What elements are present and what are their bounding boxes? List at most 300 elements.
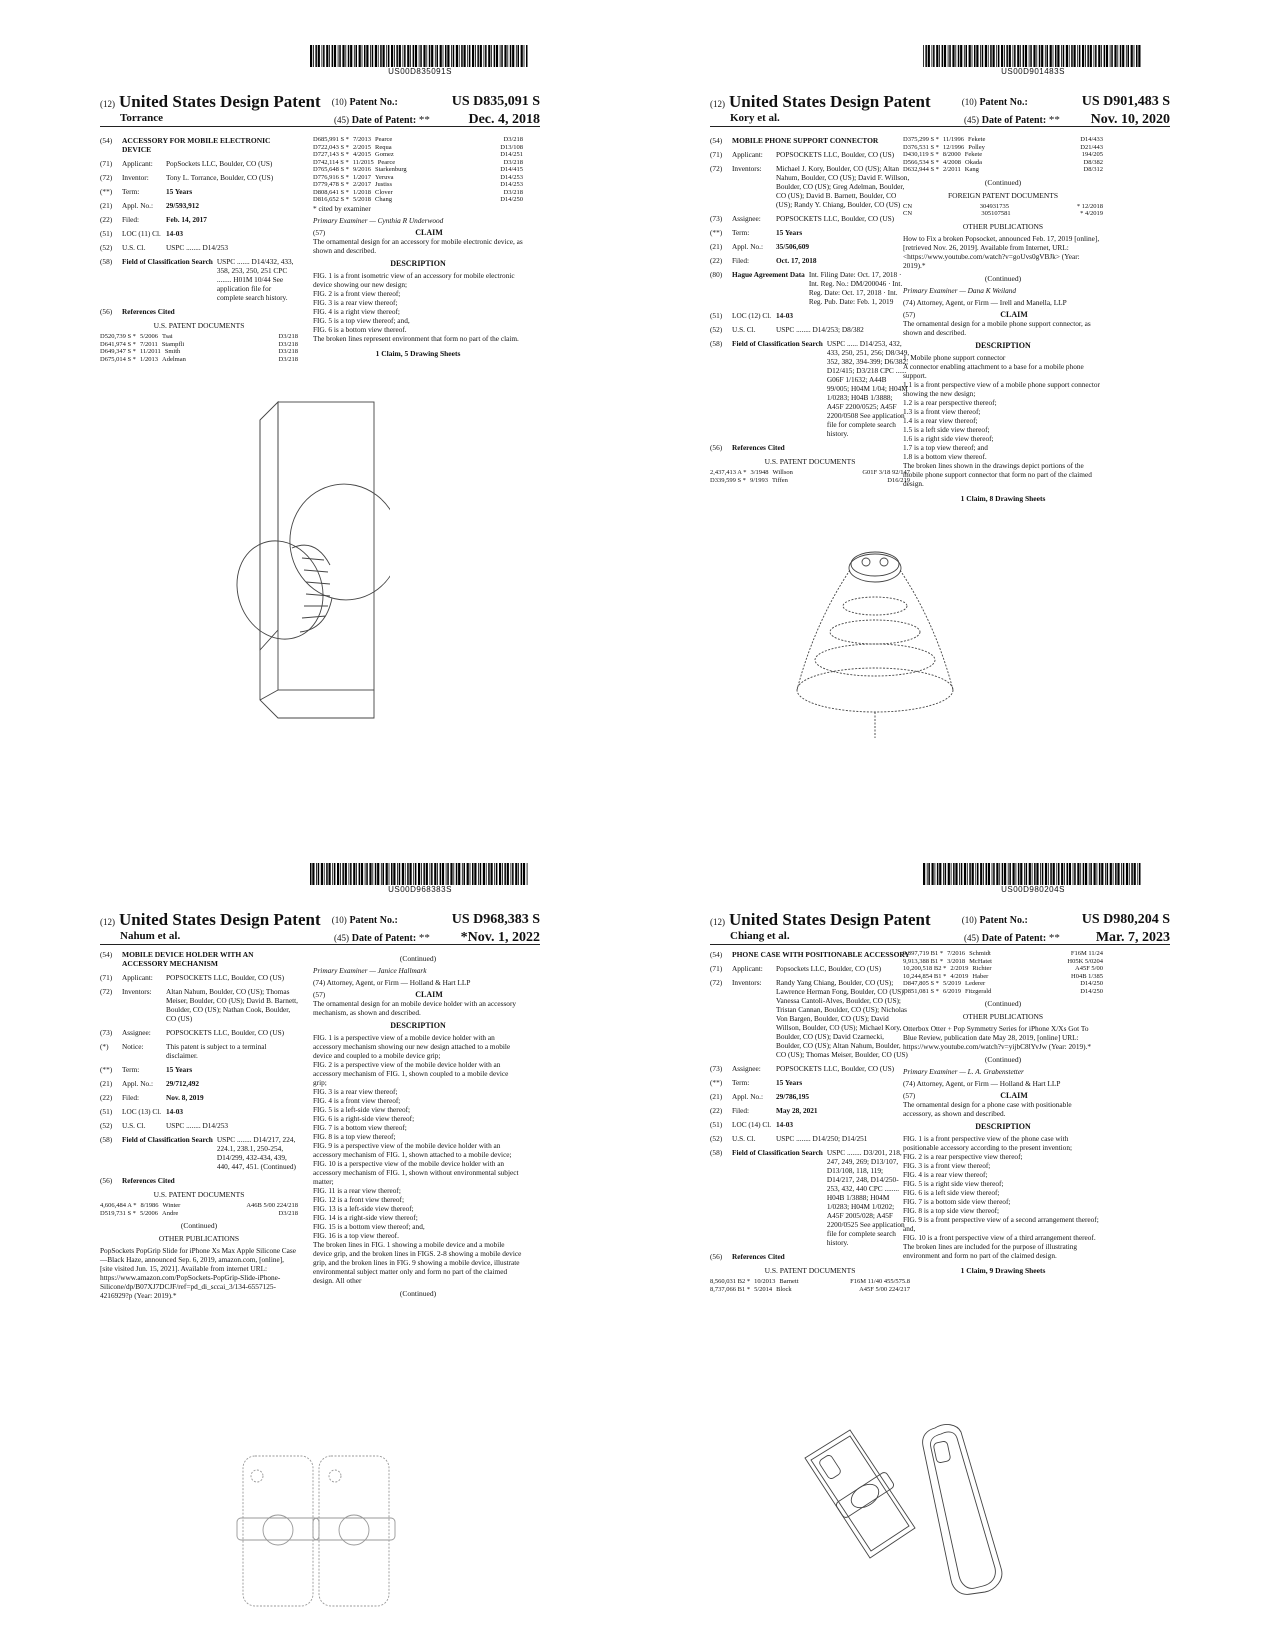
barcode-bar — [462, 863, 463, 885]
bib-field — [710, 311, 910, 320]
bib-field — [100, 1042, 298, 1060]
bib-field — [710, 950, 910, 959]
description-line: FIG. 5 is a top view thereof; and, — [313, 315, 410, 325]
barcode-bar — [1137, 863, 1138, 885]
field-code: (21) — [100, 1079, 113, 1088]
field-code: (22) — [710, 256, 723, 265]
barcode-bar — [516, 45, 517, 67]
field-label: Field of Classification Search — [122, 1135, 213, 1144]
barcode-bar — [1113, 863, 1114, 885]
barcode-bar — [927, 863, 928, 885]
barcode-bar — [948, 45, 949, 67]
field-code: (72) — [100, 173, 113, 182]
bib-field — [100, 1107, 298, 1116]
barcode-bar — [499, 863, 501, 885]
reference-no: D727,143 S * — [313, 151, 349, 158]
design-drawing-connector — [790, 540, 960, 740]
patent-number: US D980,204 S — [1081, 912, 1170, 927]
barcode-bar — [928, 863, 930, 885]
field-value: USPC ........ D14/253 — [166, 243, 229, 252]
barcode-bar — [1077, 863, 1079, 885]
bib-field — [100, 229, 298, 238]
field-code: (22) — [100, 1093, 113, 1102]
barcode-bar — [1126, 45, 1127, 67]
field-label: Field of Classification Search — [732, 339, 823, 348]
field-label: Appl. No.: — [122, 1079, 154, 1088]
barcode-bar — [494, 45, 496, 67]
reference-name: McHatet — [969, 957, 992, 965]
reference-date: 3/1948 — [750, 469, 769, 476]
barcode-bar — [431, 863, 433, 885]
barcode-bar — [937, 863, 939, 885]
bib-field — [710, 256, 910, 265]
barcode-bar — [332, 863, 333, 885]
barcode-bar — [437, 45, 439, 67]
left-column — [100, 950, 298, 1303]
description-line: FIG. 9 is a perspective view of the mobile device holder with an accessory mechanism of FIG. 1, shown attached to a mobile device; — [313, 1141, 512, 1159]
barcode-bar — [415, 45, 417, 67]
description-line: The broken lines represent environment that form no part of the claim. — [313, 333, 519, 343]
reference-cls: D13/108 — [500, 143, 523, 151]
barcode-bar — [504, 45, 506, 67]
barcode-bar — [1085, 863, 1087, 885]
reference-no: 8,737,066 B1 * — [710, 1285, 751, 1293]
description-line: FIG. 8 is a top side view thereof; — [903, 1206, 1000, 1215]
barcode-bar — [972, 863, 974, 885]
description-line: The broken lines in FIG. 1 showing a mobile device and a mobile device grip, and the broken lines in FIGS. 2-8 showing a mobile device grip, and the broken lines in FIG. 9 showing a mobile device, illustrate environmental subject matter only and form no part of the claimed design. All other — [313, 1240, 522, 1285]
barcode-bar — [507, 45, 508, 67]
foreign-row — [903, 203, 1103, 211]
barcode-bar — [484, 45, 485, 67]
bib-field — [100, 136, 298, 154]
barcode-bar — [1094, 863, 1096, 885]
description-line: FIG. 6 is a bottom view thereof. — [313, 324, 407, 334]
bib-fields — [710, 136, 913, 452]
barcode-bar — [1129, 863, 1130, 885]
barcode-bar — [967, 863, 968, 885]
description-line: FIG. 1 is a front isometric view of an accessory for mobile electronic device showing our new design; — [313, 270, 515, 289]
barcode-bar — [391, 863, 393, 885]
barcode-bar — [953, 863, 955, 885]
claim-text: The ornamental design for an mobile device holder with an accessory mechanism, as shown and described. — [313, 999, 517, 1017]
barcode-bar — [511, 863, 512, 885]
barcode-bar — [951, 863, 952, 885]
reference-date: 2/2015 — [352, 143, 371, 151]
barcode-bar — [332, 45, 334, 67]
reference-name: Pearce — [375, 136, 393, 143]
description-line: FIG. 1 is a perspective view of a mobile device holder with an accessory mechanism showing our new design attached to a mobile device and coupled to a mobile device grip; — [313, 1033, 511, 1060]
reference-row — [313, 174, 523, 182]
bib-field — [100, 1065, 298, 1074]
barcode-bar — [369, 863, 371, 885]
field-value: 15 Years — [166, 187, 193, 196]
reference-no: D566,534 S * — [903, 158, 939, 166]
barcode-bar — [464, 863, 466, 885]
barcode-bar — [1036, 45, 1037, 67]
barcode-bar — [399, 863, 401, 885]
description-line: FIG. 14 is a right-side view thereof; — [313, 1213, 418, 1222]
inventor-short: Chiang et al. — [730, 930, 790, 942]
barcode-bar — [426, 863, 428, 885]
bib-field — [100, 243, 298, 252]
barcode-bar — [350, 45, 352, 67]
barcode-bar — [923, 863, 925, 885]
barcode — [310, 863, 530, 893]
field-code: (73) — [710, 1064, 723, 1073]
barcode-bar — [1057, 45, 1059, 67]
field-code: (73) — [710, 214, 723, 223]
field-value: USPC ...... D14/253, 432, 433, 250, 251, 256; D8/349, 352, 382, 394-399; D6/382; D12/415; D3/218 CPC ...... G06F 1/1632; A44B 99/005; H04M 1/04; H04M 1/0283; H04B 1/3888; A45F 2200/0525; A45F 2200/0508 See application file for complete search history. — [826, 339, 910, 438]
barcode-bar — [1083, 863, 1085, 885]
reference-row — [903, 159, 1103, 167]
references-heading: U.S. PATENT DOCUMENTS — [153, 321, 245, 330]
field-code: (52) — [100, 1121, 113, 1130]
patent-type-title: United States Design Patent — [729, 910, 931, 929]
barcode-bar — [1126, 863, 1128, 885]
barcode-bar — [1074, 863, 1076, 885]
barcode-bar — [1090, 863, 1092, 885]
other-publications-heading: OTHER PUBLICATIONS — [962, 221, 1044, 231]
reference-no: 2,437,413 A * — [710, 469, 747, 476]
barcode-bar — [1026, 863, 1028, 885]
description-line: FIG. 2 is a rear perspective view thereof; — [903, 1152, 1023, 1161]
barcode-bar — [928, 45, 930, 67]
reference-name: Pearce — [377, 158, 396, 166]
bib-field — [710, 1092, 910, 1101]
foreign-heading: FOREIGN PATENT DOCUMENTS — [947, 190, 1058, 200]
reference-no: D376,531 S * — [903, 143, 939, 151]
reference-row — [100, 356, 298, 364]
barcode-bar — [996, 45, 997, 67]
barcode-bar — [1098, 45, 1100, 67]
field-value: May 28, 2021 — [776, 1106, 818, 1115]
examiner: Primary Examiner — Janice Hallmark — [313, 966, 427, 975]
field-value: Tony L. Torrance, Boulder, CO (US) — [166, 173, 274, 182]
barcode-bar — [512, 45, 514, 67]
barcode-bar — [388, 45, 390, 67]
barcode-bar — [435, 45, 436, 67]
field-code: (22) — [710, 1106, 723, 1115]
reference-date: 8/2000 — [942, 151, 961, 158]
reference-row — [313, 189, 523, 197]
barcode-bar — [326, 863, 328, 885]
reference-cls: D8/312 — [1083, 166, 1103, 173]
field-value: Oct. 17, 2018 — [776, 256, 817, 265]
barcode-bar — [1090, 45, 1092, 67]
description-line: FIG. 16 is a top view thereof. — [313, 1231, 399, 1240]
barcode-bar — [1055, 45, 1057, 67]
description-line: FIG. 11 is a rear view thereof; — [313, 1186, 401, 1195]
reference-date: 5/2018 — [352, 196, 371, 203]
barcode-number: US00D901483S — [1001, 67, 1065, 76]
bib-field — [100, 1093, 298, 1102]
barcode-bar — [315, 45, 317, 67]
field-code: (54) — [710, 136, 723, 145]
barcode-bar — [447, 45, 449, 67]
reference-date: 4/2015 — [352, 151, 371, 158]
foreign-c: CN — [903, 210, 913, 217]
field-label: Notice: — [122, 1042, 144, 1051]
reference-date: 5/2019 — [942, 980, 961, 987]
description-line: FIG. 13 is a left-side view thereof; — [313, 1204, 414, 1213]
barcode-bar — [526, 45, 528, 67]
barcode-bar — [977, 863, 979, 885]
reference-name: Adelman — [162, 355, 186, 363]
bib-field — [100, 1079, 298, 1088]
barcode-bar — [361, 863, 363, 885]
left-column — [100, 136, 298, 363]
barcode-bar — [372, 863, 373, 885]
reference-row — [903, 144, 1103, 152]
barcode-bar — [524, 45, 525, 67]
barcode-bar — [955, 45, 956, 67]
barcode-bar — [1050, 45, 1052, 67]
reference-name: Smith — [164, 348, 181, 355]
barcode-bar — [1101, 863, 1103, 885]
reference-no: D765,648 S * — [313, 166, 349, 173]
description — [903, 1134, 1103, 1260]
reference-no: D519,731 S * — [100, 1209, 136, 1217]
field-code: (52) — [710, 325, 723, 334]
barcode-bar — [1056, 863, 1057, 885]
field-value: 14-03 — [166, 229, 184, 238]
barcode-bar — [1002, 863, 1004, 885]
barcode-bar — [1099, 863, 1101, 885]
barcode-bar — [998, 45, 1000, 67]
field-code: (51) — [710, 1120, 723, 1129]
barcode-bar — [469, 45, 471, 67]
reference-no: 9,913,388 B1 * — [903, 957, 944, 965]
barcode-bar — [510, 45, 512, 67]
field-value: 14-03 — [776, 1120, 794, 1129]
references-left — [100, 1202, 298, 1217]
bib-field — [710, 164, 913, 210]
barcode-bar — [949, 45, 951, 67]
reference-cls: A45F 5/00 — [1075, 965, 1103, 972]
reference-row — [903, 965, 1103, 973]
barcode-bar — [313, 45, 314, 67]
field-code: (72) — [710, 164, 723, 173]
barcode-bar — [393, 863, 395, 885]
reference-cls: G01F 3/18 92/147 — [862, 469, 910, 476]
claim-heading: CLAIM — [1000, 1091, 1028, 1100]
field-code: (**) — [710, 228, 723, 237]
barcode-bar — [1006, 45, 1008, 67]
barcode-bar — [1036, 863, 1038, 885]
barcode-number: US00D968383S — [388, 885, 452, 894]
barcode-bar — [959, 863, 960, 885]
reference-date: 3/2018 — [947, 957, 966, 965]
barcode-bar — [1063, 45, 1065, 67]
reference-name: Winter — [162, 1202, 181, 1209]
barcode-bar — [391, 45, 393, 67]
field-value — [789, 1252, 910, 1261]
description-line: FIG. 2 is a front view thereof; — [313, 288, 401, 298]
barcode-bar — [477, 45, 479, 67]
foreign-no: 305107581 — [981, 210, 1011, 217]
field-code: (21) — [100, 201, 113, 210]
field-value: Popsockets LLC, Boulder, CO (US) — [776, 964, 882, 973]
reference-name: Schmidt — [969, 950, 991, 957]
barcode-bar — [494, 863, 495, 885]
field-code: (71) — [710, 150, 723, 159]
barcode-bar — [365, 863, 366, 885]
field-label: Field of Classification Search — [732, 1148, 823, 1157]
reference-name: Haber — [972, 972, 989, 980]
barcode-bar — [969, 45, 971, 67]
barcode-bar — [1071, 45, 1073, 67]
barcode-bar — [933, 45, 935, 67]
barcode-bar — [340, 863, 341, 885]
reference-date: 6/2019 — [942, 987, 961, 995]
claim-heading: CLAIM — [415, 227, 443, 237]
description — [903, 353, 1103, 488]
patent-type-title: United States Design Patent — [119, 92, 321, 111]
barcode-bar — [350, 863, 352, 885]
barcode-bar — [356, 45, 358, 67]
barcode-bar — [430, 863, 431, 885]
field-code: (71) — [100, 973, 113, 982]
field-code: (54) — [710, 950, 723, 959]
barcode-number: US00D835091S — [388, 67, 452, 76]
barcode-bar — [348, 45, 350, 67]
barcode-bar — [426, 45, 427, 67]
field-code: (52) — [710, 1134, 723, 1143]
field-label: References Cited — [732, 1252, 785, 1261]
field-code: (58) — [100, 1135, 113, 1144]
barcode-bar — [1023, 45, 1025, 67]
field-value: MOBILE DEVICE HOLDER WITH AN ACCESSORY MECHANISM — [122, 950, 254, 968]
barcode-bar — [451, 45, 452, 67]
field-value — [179, 307, 298, 316]
barcode-bar — [502, 863, 503, 885]
field-code: (56) — [100, 1176, 113, 1185]
barcode-bar — [939, 45, 940, 67]
barcode-bar — [980, 45, 981, 67]
reference-name: Lederer — [965, 980, 986, 987]
patent-number: US D835,091 S — [451, 94, 540, 109]
field-label: Inventor: — [122, 173, 149, 182]
reference-row — [313, 159, 523, 167]
references-heading: U.S. PATENT DOCUMENTS — [764, 457, 856, 466]
reference-cls: A46B 5/00 224/218 — [246, 1202, 298, 1209]
barcode-bar — [925, 45, 927, 67]
barcode-bar — [359, 45, 361, 67]
barcode-bar — [1045, 45, 1046, 67]
barcode-bar — [366, 45, 368, 67]
field-code: (58) — [710, 339, 723, 348]
barcode-bar — [342, 863, 344, 885]
barcode-bar — [1061, 45, 1062, 67]
field-value: USPC ....... D14/432, 433, 358, 253, 250, 251 CPC ........ H01M 10/44 See application file for complete search history. — [216, 257, 294, 302]
barcode-bar — [1138, 45, 1140, 67]
barcode-bar — [467, 863, 469, 885]
barcode-bar — [456, 45, 458, 67]
barcode-bar — [419, 45, 420, 67]
field-value: Int. Filing Date: Oct. 17, 2018 · Int. Reg. No.: DM/200046 · Int. Reg. Date: Oct. 17, 2018 · Int. Reg. Pub. Date: Feb. 1, 2019 — [808, 270, 903, 306]
barcode-bar — [342, 45, 344, 67]
field-label: Appl. No.: — [122, 201, 154, 210]
barcode-bar — [353, 863, 355, 885]
barcode-bar — [507, 863, 509, 885]
references-right — [313, 136, 523, 204]
barcode-bar — [413, 863, 414, 885]
bib-field — [710, 270, 910, 306]
barcode-bar — [488, 863, 490, 885]
barcode — [923, 863, 1143, 893]
inventor-short: Kory et al. — [730, 112, 780, 124]
reference-cls: D14/433 — [1080, 136, 1103, 143]
description-line: FIG. 3 is a rear view thereof; — [313, 1087, 398, 1096]
field-value — [789, 443, 910, 452]
field-value: Altan Nahum, Boulder, CO (US); Thomas Meiser, Boulder, CO (US); David B. Barnett, Boulder, CO (US); Nathan Cook, Boulder, CO (US) — [166, 987, 298, 1023]
barcode-bar — [415, 863, 417, 885]
barcode-bar — [445, 45, 447, 67]
barcode-bar — [504, 863, 506, 885]
barcode-bar — [1085, 45, 1086, 67]
barcode-bar — [383, 45, 385, 67]
bib-field — [710, 339, 910, 438]
barcode-bars — [310, 863, 530, 885]
reference-date: 11/1996 — [942, 136, 965, 143]
barcode-bar — [486, 863, 487, 885]
barcode-bar — [1050, 863, 1052, 885]
field-value — [179, 1176, 298, 1185]
barcode-bars — [310, 45, 530, 67]
reference-no: D776,916 S * — [313, 173, 349, 181]
right-column: D375,299 S * 11/1996 Fekete D14/433 D376,531 S * 12/1996 Polley D21/443 D430,119 S * 8/2000 Fekete 194/205 D566,534 S * 4/2008 Okada D8/382 D632,944 S * 2/2011 Kang D8/312 (Continued) FOREIGN PATENT DOCUMENTS CN 304931735 * 12/2018 CN 305107581 * 4/2019 OTHER PUBLICATIONS How to Fix a broken Popsocket, announced Feb. 17, 2019 [online], [retrieved Nov. 26, 2019]. Available from Internet, URL: <https://www.youtube.com/watch?v=goUvs0gVBJk> (Year: 2019).* (Continued) Primary Examiner — Dana K Weiland (74) Attorney, Agent, or Firm — Irell and Manella, LLP (57) CLAIM The ornamental design for a mobile phone support connector, as shown and described. DESCRIPTION 1. Mobile phone support connector A connector enabling attachment to a base for a mobile phone support. 1.1 is a front perspective view of a mobile phone support connector showing the new design; 1.2 is a rear perspective thereof; 1.3 is a front view thereof; 1.4 is a rear view thereof; 1.5 is a left side view thereof; 1.6 is a right side view thereof; 1.7 is a top view thereof; and 1.8 is a bottom view thereof. The broken lines shown in the drawings depict portions of the mobile phone support connector that form no part of the claimed design. 1 Claim, 8 Drawing Sheets — [903, 136, 1103, 503]
reference-name: Stampfli — [161, 340, 185, 348]
reference-cls: D3/218 — [503, 136, 523, 143]
barcode-bar — [339, 45, 341, 67]
barcode-bar — [464, 45, 466, 67]
description-line: FIG. 8 is a top view thereof; — [313, 1132, 396, 1141]
bib-field — [710, 1064, 910, 1073]
reference-row — [100, 333, 298, 341]
barcode-bar — [1121, 863, 1122, 885]
barcode-bar — [1020, 863, 1022, 885]
barcode-bar — [944, 45, 946, 67]
attorney: (74) Attorney, Agent, or Firm — Irell and Manella, LLP — [903, 297, 1067, 307]
field-code: (21) — [710, 242, 723, 251]
bib-field — [710, 443, 910, 452]
reference-date: 5/2006 — [139, 1209, 158, 1217]
field-code: (**) — [100, 1065, 113, 1074]
reference-name: Requa — [375, 143, 392, 151]
barcode-bar — [491, 45, 492, 67]
barcode-bar — [1045, 863, 1047, 885]
bib-field — [710, 150, 910, 159]
barcode-bar — [992, 863, 993, 885]
bib-field — [710, 1148, 910, 1247]
reference-cls: D3/218 — [278, 355, 298, 363]
barcode-bar — [434, 863, 436, 885]
barcode-bar — [418, 863, 420, 885]
barcode-bar — [1107, 863, 1109, 885]
claim-text: The ornamental design for a phone case with positionable accessory, as shown and described. — [903, 1100, 1072, 1118]
barcode-bar — [1074, 45, 1076, 67]
reference-date: 10/2013 — [754, 1278, 776, 1285]
bib-field — [100, 1028, 298, 1037]
field-label: LOC (14) Cl. — [732, 1120, 772, 1129]
field-label: U.S. Cl. — [732, 1134, 756, 1143]
reference-name: Starkenburg — [375, 166, 407, 173]
barcode-bar — [1018, 863, 1020, 885]
field-label: Hague Agreement Data — [732, 270, 805, 279]
bib-field — [100, 257, 298, 302]
left-column — [710, 136, 913, 484]
reference-name: Barnett — [779, 1278, 799, 1285]
